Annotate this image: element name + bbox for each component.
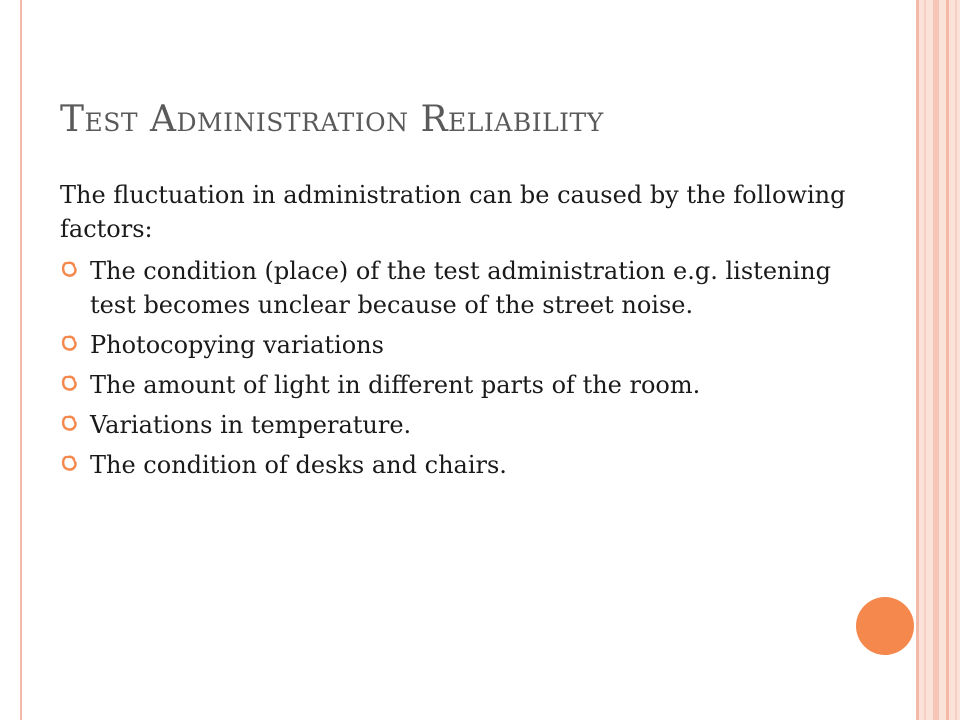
slide-title: Test Administration Reliability	[60, 99, 604, 140]
orange-swirl-bullet-icon	[60, 332, 80, 354]
bullet-text: Variations in temperature.	[90, 411, 412, 439]
orange-swirl-bullet-icon	[60, 258, 80, 280]
list-item	[60, 408, 860, 442]
stripe	[933, 0, 939, 720]
list-item	[60, 448, 860, 482]
bullet-list	[60, 254, 860, 482]
orange-swirl-bullet-icon	[60, 412, 80, 434]
list-item	[60, 254, 860, 322]
list-item	[60, 368, 860, 402]
bullet-text: The amount of light in different parts of the room.	[90, 371, 701, 399]
stripe	[924, 0, 926, 720]
bullet-text: Photocopying variations	[90, 331, 384, 359]
stripe	[946, 0, 949, 720]
stripe	[955, 0, 957, 720]
orange-swirl-bullet-icon	[60, 452, 80, 474]
bullet-text: The condition (place) of the test administration e.g. listening test becomes unclear because of the street noise.	[90, 257, 831, 319]
stripe	[916, 0, 919, 720]
left-border-line	[20, 0, 22, 720]
intro-text: The fluctuation in administration can be caused by the following factors:	[60, 181, 846, 243]
orange-circle-decoration	[856, 597, 914, 655]
slide-body	[60, 178, 860, 488]
list-item	[60, 328, 860, 362]
orange-swirl-bullet-icon	[60, 372, 80, 394]
bullet-text: The condition of desks and chairs.	[90, 451, 507, 479]
